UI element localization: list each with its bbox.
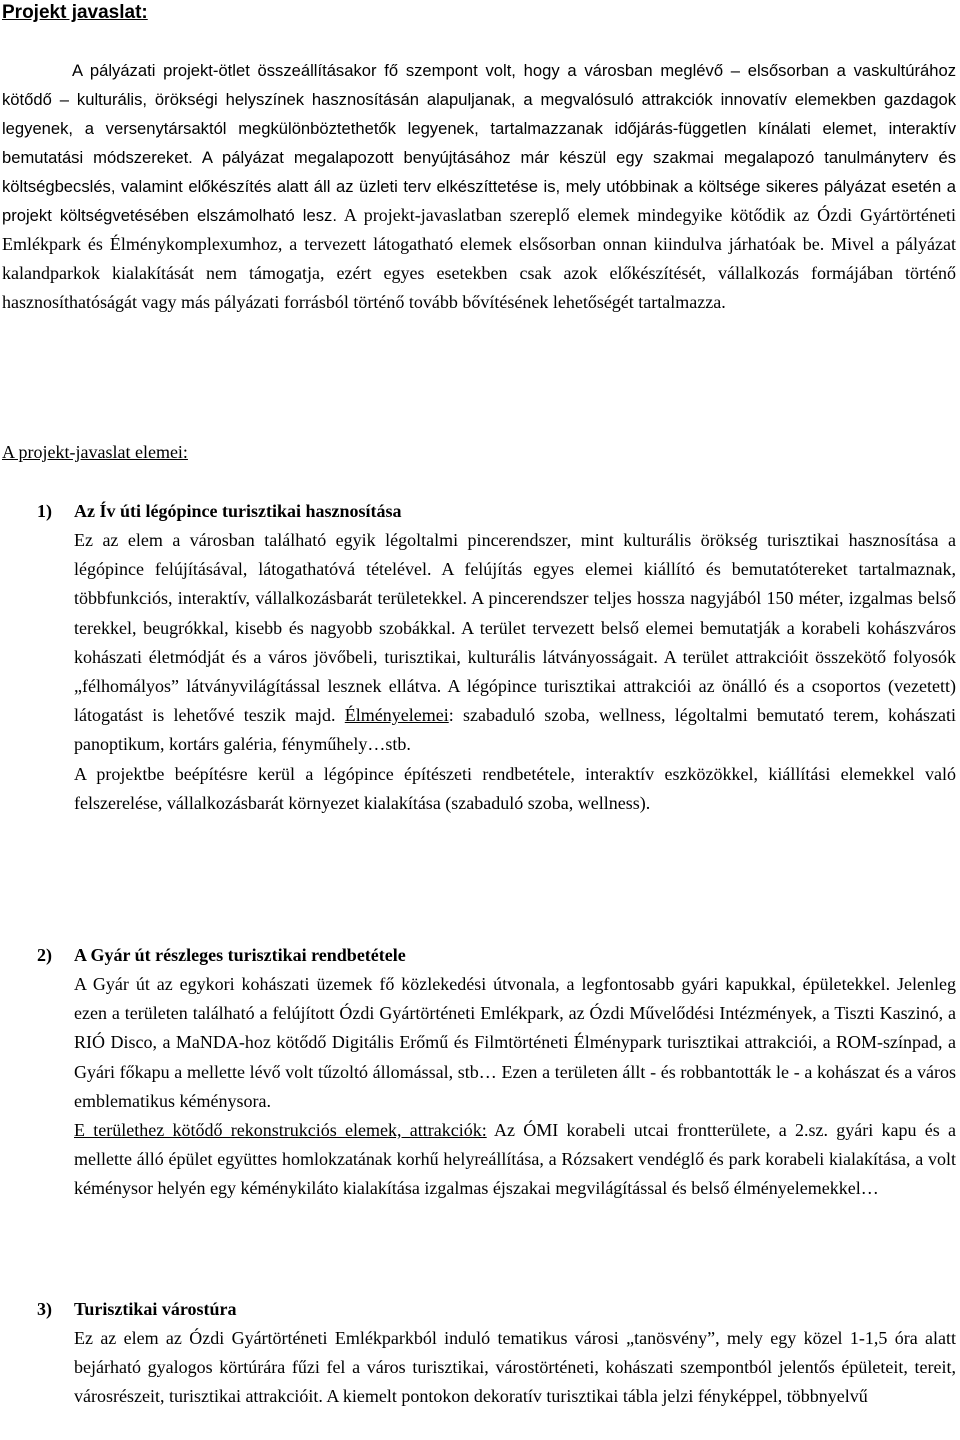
item-paragraph: A projektbe beépítésre kerül a légópince építészeti rendbetétele, interaktív eszközökkel, kiállítási elemekkel való felszerelése, vállalkozásbarát környezet kialakítása (szabaduló szoba, wellness). <box>74 763 956 813</box>
item-paragraph <box>74 526 956 760</box>
item-body <box>74 1324 956 1412</box>
item-title: Turisztikai várostúra <box>74 1299 237 1319</box>
item-body <box>74 526 956 818</box>
item-number: 1) <box>37 501 52 521</box>
elements-section-title: A projekt-javaslat elemei: <box>2 442 188 462</box>
item-text: Ez az elem a városban található egyik légoltalmi pincerendszer, mint kulturális örökség turisztikai hasznosítása a légópince felújításával, látogathatóvá tételével. A felújítás egyes elemei kiállító és bemutatótereket tartalmaznak, többfunkciós, interaktív, vállalkozásbarát területekkel. A pincerendszer teljes hossza nagyjából 150 méter, izgalmas belső terekkel, beugrókkal, kisebb és nagyobb szobákkal. A terület tervezett belső elemei bemutatják a korabeli kohászváros kohászati életmódját és a város jövőbeli, turisztikai, kulturális látványosságait. A terület attrakcióit összekötő folyosók „félhomályos” látványvilágítással lesznek ellátva. A légópince turisztikai attrakciói az önálló és a csoportos (vezetett) látogatást is lehetővé teszik majd. <box>74 530 956 726</box>
item-text: Az ÓMI korabeli utcai frontterülete, a 2.sz. gyári kapu és a mellette álló épület együttes homlokzatának korhű helyreállítása, a Rózsakert vendéglő és park korabeli kialakítása, a volt kéménysor helyén egy kéménykiláto kialakítása izgalmas éjszakai megvilágítással és belső élményelemekkel… <box>74 1120 956 1199</box>
page-title: Projekt javaslat: <box>2 2 148 23</box>
intro-sans-text-2: A pályázat megalapozott benyújtásához már készül egy szakmai megalapozó tanulmányterv és költségbecslés, valamint előkészítés alatt áll az üzleti terv elkészíttetése is, mely utóbbinak a költsége sikeres pályázat esetén a projekt költségvetésében elszámolható lesz. <box>2 148 956 225</box>
item-text: : szabaduló szoba, wellness, légoltalmi bemutató terem, kohászati panoptikum, kortárs galéria, fényműhely…stb. <box>74 705 956 755</box>
item-underlined-label: Élményelemei <box>344 705 449 726</box>
intro-paragraph <box>2 56 956 317</box>
intro-serif-text: A projekt-javaslatban szereplő elemek mindegyike kötődik az Ózdi Gyártörténeti Emlékpark és Élménykomplexumhoz, a tervezett látogatható elemek elsősorban onnan kiindulva járhatóak be. Mivel a pályázat kalandparkok kialakítását nem támogatja, ezért egyes esetekben csak azok előkészítését, vállalkozás formájában történő hasznosíthatóságát vagy más pályázati forrásból történő tovább bővítésének lehetőségét tartalmazza. <box>2 205 956 312</box>
item-underlined-label: E területhez kötődő rekonstrukciós elemek, attrakciók: <box>74 1120 487 1141</box>
item-title: Az Ív úti légópince turisztikai hasznosítása <box>74 501 402 521</box>
item-paragraph: Ez az elem az Ózdi Gyártörténeti Emlékparkból induló tematikus városi „tanösvény”, mely egy közel 1-1,5 óra alatt bejárható gyalogos körtúrára fűzi fel a város turisztikai, várostörténeti, kohászati szempontból jelentős épületeit, tereit, városrészeit, turisztikai attrakcióit. A kiemelt pontokon dekoratív turisztikai tábla jelzi fényképpel, többnyelvű <box>74 1328 956 1407</box>
item-number: 2) <box>37 945 52 965</box>
item-body <box>74 970 956 1204</box>
intro-sans-text: A pályázati projekt-ötlet összeállításakor fő szempont volt, hogy a városban meglévő – elsősorban a vaskultúrához kötődő – kulturális, örökségi helyszínek hasznosításán alapuljanak, a megvalósuló attrakciók innovatív elemekben gazdagok legyenek, a versenytársaktól megkülönböztethetők legyenek, tartalmazzanak időjárás-független kínálati elemet, interaktív bemutatási módszereket. <box>2 61 956 167</box>
item-paragraph <box>74 1116 956 1204</box>
item-number: 3) <box>37 1299 52 1319</box>
item-paragraph: A Gyár út az egykori kohászati üzemek fő közlekedési útvonala, a legfontosabb gyári kapukkal, épületekkel. Jelenleg ezen a területen található a felújított Ózdi Gyártörténeti Emlékpark, az Ózdi Művelődési Intézmények, a Tiszti Kaszinó, a RIÓ Disco, a MaNDA-hoz kötődő Digitális Erőmű és Filmtörténeti Élménypark turisztikai attrakciói, a ROM-színpad, a Gyári főkapu a mellette lévő volt tűzoltó állomással, stb… Ezen a területen állt - és robbantották le - a kohászat és a város emblematikus kéménysora. <box>74 974 956 1111</box>
item-title: A Gyár út részleges turisztikai rendbetétele <box>74 945 406 965</box>
